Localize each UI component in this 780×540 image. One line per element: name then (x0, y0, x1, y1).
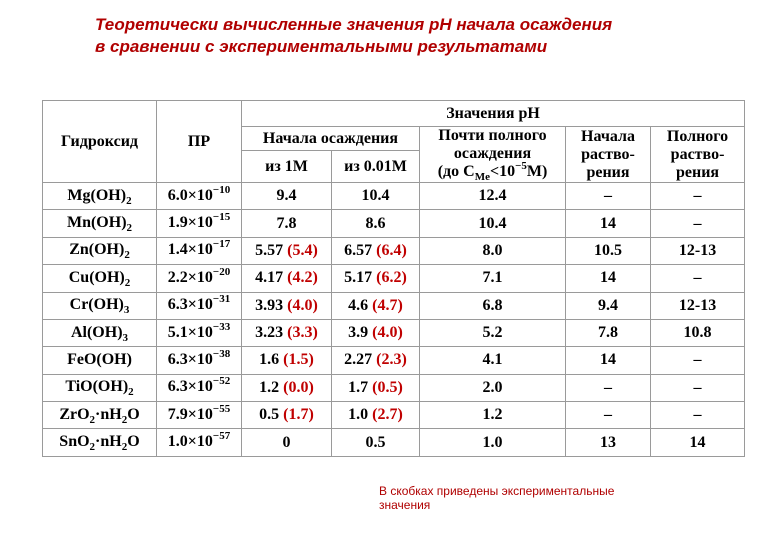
almost-full-value: 5.2 (482, 324, 503, 342)
cell-hydroxide (43, 402, 157, 429)
full-dissolution-value: – (693, 378, 702, 396)
formula-main: Al(OH) (70, 323, 123, 341)
formula-main: Mg(OH) (67, 186, 127, 204)
cell-pr (157, 237, 242, 264)
header-start-dissolution-line3: рения (586, 163, 630, 181)
start-dissolution-value: 7.8 (598, 324, 618, 342)
calc-value: 0.5 (259, 406, 280, 424)
calc-value: 4.6 (348, 296, 369, 314)
calc-value: 10.4 (361, 187, 390, 205)
pr-mantissa: 1.9×10 (167, 214, 213, 232)
cell-start-dissolution (566, 374, 651, 401)
table-row (43, 183, 745, 210)
experimental-value: (1.5) (283, 351, 314, 369)
header-almost-full-mid: <10 (489, 163, 516, 180)
experimental-value: (5.4) (287, 241, 318, 259)
header-almost-full-precipitation (420, 127, 566, 183)
footnote-line-2: значения (379, 498, 431, 512)
calc-value: 3.9 (348, 324, 369, 342)
cell-full-dissolution (651, 374, 745, 401)
formula-end: O (127, 405, 140, 423)
cell-almost-full (420, 347, 566, 374)
header-almost-full-superscript: −5 (515, 160, 527, 172)
cell-start-001m (332, 237, 420, 264)
header-start-dissolution-line2: раство- (581, 145, 635, 163)
experimental-value: (3.3) (287, 324, 318, 342)
calc-value: 5.17 (344, 269, 373, 287)
table-row (43, 429, 745, 457)
cell-full-dissolution (651, 265, 745, 292)
cell-start-1m (242, 237, 332, 264)
cell-pr (157, 292, 242, 319)
calc-value: 9.4 (276, 187, 297, 205)
pr-mantissa: 6.3×10 (167, 378, 213, 396)
start-dissolution-value: 14 (600, 351, 616, 369)
pr-exponent: −57 (212, 430, 231, 443)
cell-almost-full (420, 210, 566, 237)
experimental-value: (6.4) (376, 241, 407, 259)
start-dissolution-value: 10.5 (594, 241, 622, 259)
header-pr: ПР (157, 101, 242, 183)
title-line-1: Теоретически вычисленные значения pH начала осаждения (95, 15, 613, 34)
cell-start-dissolution (566, 292, 651, 319)
table-row (43, 265, 745, 292)
pr-mantissa: 5.1×10 (167, 323, 213, 341)
formula-main: FeO(OH) (67, 350, 132, 368)
pr-exponent: −33 (212, 320, 231, 333)
page-title (95, 14, 735, 58)
almost-full-value: 4.1 (482, 351, 503, 369)
pr-exponent: −38 (212, 347, 231, 360)
cell-pr (157, 265, 242, 292)
start-dissolution-value: – (604, 378, 612, 396)
table-row (43, 347, 745, 374)
formula-subscript-2: 2 (121, 413, 128, 426)
cell-almost-full (420, 429, 566, 457)
cell-start-001m (332, 210, 420, 237)
header-start-dissolution (566, 127, 651, 183)
formula-subscript: 3 (122, 331, 129, 344)
cell-pr (157, 319, 242, 346)
cell-almost-full (420, 319, 566, 346)
cell-start-1m (242, 347, 332, 374)
start-dissolution-value: 14 (600, 214, 616, 232)
title-line-2: в сравнении с экспериментальными результатами (95, 37, 548, 56)
cell-almost-full (420, 402, 566, 429)
experimental-value: (2.3) (376, 351, 407, 369)
calc-value: 1.0 (348, 406, 369, 424)
pr-exponent: −15 (212, 211, 231, 224)
cell-hydroxide (43, 319, 157, 346)
formula-main: Mn(OH) (66, 214, 127, 232)
full-dissolution-value: 14 (689, 433, 706, 451)
cell-start-001m (332, 429, 420, 457)
full-dissolution-value: 12-13 (678, 241, 717, 259)
header-almost-full-line1: Почти полного (438, 127, 547, 144)
cell-start-001m (332, 265, 420, 292)
formula-end: O (127, 433, 140, 451)
cell-hydroxide (43, 237, 157, 264)
cell-start-dissolution (566, 319, 651, 346)
cell-almost-full (420, 292, 566, 319)
formula-subscript: 2 (89, 413, 96, 426)
almost-full-value: 8.0 (482, 241, 503, 259)
cell-almost-full (420, 265, 566, 292)
formula-subscript: 2 (124, 276, 131, 289)
header-almost-full-line3: (до C (437, 163, 475, 180)
calc-value: 1.7 (348, 378, 369, 396)
pr-exponent: −55 (212, 402, 231, 415)
cell-hydroxide (43, 374, 157, 401)
pr-exponent: −17 (212, 238, 231, 251)
header-start-precipitation: Начала осаждения (242, 127, 420, 151)
cell-start-1m (242, 292, 332, 319)
calc-value: 0 (282, 433, 291, 451)
almost-full-value: 10.4 (478, 214, 507, 232)
cell-pr (157, 374, 242, 401)
formula-main: SnO (59, 433, 90, 451)
header-almost-full-subscript: Me (474, 171, 490, 183)
cell-start-dissolution (566, 210, 651, 237)
header-start-dissolution-line1: Начала (581, 127, 635, 145)
full-dissolution-value: 10.8 (683, 324, 712, 342)
table-row (43, 374, 745, 401)
cell-start-1m (242, 402, 332, 429)
formula-tail: ·nH (95, 405, 122, 423)
calc-value: 0.5 (365, 433, 386, 451)
experimental-value: (1.7) (283, 406, 314, 424)
header-from-001m: из 0.01M (332, 151, 420, 183)
cell-pr (157, 210, 242, 237)
calc-value: 3.23 (255, 324, 284, 342)
formula-subscript: 2 (126, 194, 132, 207)
full-dissolution-value: – (693, 351, 702, 369)
table-row (43, 319, 745, 346)
header-ph-values: Значения pH (242, 101, 745, 127)
almost-full-value: 1.2 (482, 406, 503, 424)
start-dissolution-value: 9.4 (598, 296, 618, 314)
cell-start-001m (332, 292, 420, 319)
cell-start-1m (242, 210, 332, 237)
cell-start-dissolution (566, 265, 651, 292)
cell-full-dissolution (651, 183, 745, 210)
cell-hydroxide (43, 347, 157, 374)
calc-value: 7.8 (276, 214, 297, 232)
calc-value: 3.93 (255, 296, 284, 314)
cell-start-dissolution (566, 183, 651, 210)
formula-main: Cr(OH) (69, 296, 124, 314)
pr-mantissa: 1.0×10 (167, 433, 213, 451)
footnote-line-1: В скобках приведены экспериментальные (379, 484, 615, 498)
cell-full-dissolution (651, 210, 745, 237)
cell-hydroxide (43, 292, 157, 319)
cell-start-001m (332, 183, 420, 210)
cell-pr (157, 429, 242, 457)
pr-exponent: −31 (212, 293, 231, 306)
full-dissolution-value: – (693, 187, 702, 205)
pr-mantissa: 6.0×10 (167, 186, 213, 204)
almost-full-value: 6.8 (482, 296, 503, 314)
cell-hydroxide (43, 265, 157, 292)
pr-mantissa: 6.3×10 (167, 350, 213, 368)
experimental-value: (4.2) (287, 269, 318, 287)
cell-start-dissolution (566, 347, 651, 374)
cell-almost-full (420, 183, 566, 210)
cell-almost-full (420, 374, 566, 401)
calc-value: 1.6 (259, 351, 280, 369)
cell-start-001m (332, 374, 420, 401)
almost-full-value: 12.4 (478, 187, 507, 205)
almost-full-value: 7.1 (482, 269, 503, 287)
experimental-value: (4.0) (372, 324, 403, 342)
start-dissolution-value: 13 (600, 433, 616, 451)
cell-full-dissolution (651, 292, 745, 319)
header-full-dissolution-line2: раство- (670, 145, 725, 163)
table-row (43, 237, 745, 264)
pr-exponent: −52 (212, 375, 231, 388)
pr-mantissa: 6.3×10 (167, 296, 213, 314)
cell-full-dissolution (651, 319, 745, 346)
formula-subscript: 2 (128, 386, 134, 399)
cell-start-1m (242, 374, 332, 401)
cell-start-001m (332, 402, 420, 429)
experimental-value: (4.7) (372, 296, 403, 314)
ph-values-table (42, 100, 745, 457)
cell-pr (157, 183, 242, 210)
calc-value: 6.57 (344, 241, 373, 259)
cell-start-1m (242, 265, 332, 292)
formula-subscript: 2 (89, 441, 96, 454)
formula-subscript: 2 (124, 249, 130, 262)
formula-main: Zn(OH) (69, 241, 125, 259)
formula-main: Cu(OH) (68, 268, 125, 286)
formula-subscript: 3 (123, 304, 130, 317)
cell-full-dissolution (651, 429, 745, 457)
header-almost-full-end: M) (526, 163, 548, 180)
pr-exponent: −10 (212, 183, 231, 196)
full-dissolution-value: 12-13 (678, 296, 717, 314)
start-dissolution-value: – (604, 187, 612, 205)
formula-tail: ·nH (95, 433, 122, 451)
start-dissolution-value: – (604, 406, 612, 424)
experimental-value: (0.0) (283, 378, 314, 396)
calc-value: 2.27 (344, 351, 373, 369)
calc-value: 8.6 (365, 214, 386, 232)
header-hydroxide: Гидроксид (43, 101, 157, 183)
header-almost-full-line2: осаждения (453, 145, 532, 162)
cell-pr (157, 402, 242, 429)
table-row (43, 210, 745, 237)
experimental-value: (0.5) (372, 378, 403, 396)
header-from-1m: из 1M (242, 151, 332, 183)
pr-exponent: −20 (212, 265, 231, 278)
cell-start-001m (332, 319, 420, 346)
formula-subscript: 2 (126, 222, 133, 235)
formula-main: TiO(OH) (65, 378, 129, 396)
experimental-value: (2.7) (372, 406, 403, 424)
almost-full-value: 2.0 (482, 378, 503, 396)
cell-start-1m (242, 183, 332, 210)
pr-mantissa: 1.4×10 (167, 241, 213, 259)
full-dissolution-value: – (693, 269, 702, 287)
cell-start-1m (242, 429, 332, 457)
cell-hydroxide (43, 210, 157, 237)
pr-mantissa: 2.2×10 (167, 268, 213, 286)
cell-start-dissolution (566, 237, 651, 264)
cell-pr (157, 347, 242, 374)
cell-full-dissolution (651, 347, 745, 374)
almost-full-value: 1.0 (482, 433, 503, 451)
table-row (43, 402, 745, 429)
cell-start-001m (332, 347, 420, 374)
formula-subscript-2: 2 (121, 441, 128, 454)
experimental-value: (4.0) (287, 296, 318, 314)
table-row (43, 292, 745, 319)
cell-start-dissolution (566, 402, 651, 429)
header-full-dissolution-line1: Полного (666, 127, 729, 145)
cell-hydroxide (43, 183, 157, 210)
cell-start-1m (242, 319, 332, 346)
cell-almost-full (420, 237, 566, 264)
experimental-value: (6.2) (376, 269, 407, 287)
full-dissolution-value: – (693, 406, 702, 424)
calc-value: 4.17 (255, 269, 284, 287)
cell-full-dissolution (651, 237, 745, 264)
header-full-dissolution (651, 127, 745, 183)
header-full-dissolution-line3: рения (675, 163, 720, 181)
cell-start-dissolution (566, 429, 651, 457)
pr-mantissa: 7.9×10 (167, 405, 213, 423)
formula-main: ZrO (59, 405, 90, 423)
cell-hydroxide (43, 429, 157, 457)
cell-full-dissolution (651, 402, 745, 429)
calc-value: 1.2 (259, 378, 280, 396)
start-dissolution-value: 14 (600, 269, 616, 287)
calc-value: 5.57 (255, 241, 284, 259)
footnote (379, 484, 759, 512)
full-dissolution-value: – (693, 214, 702, 232)
